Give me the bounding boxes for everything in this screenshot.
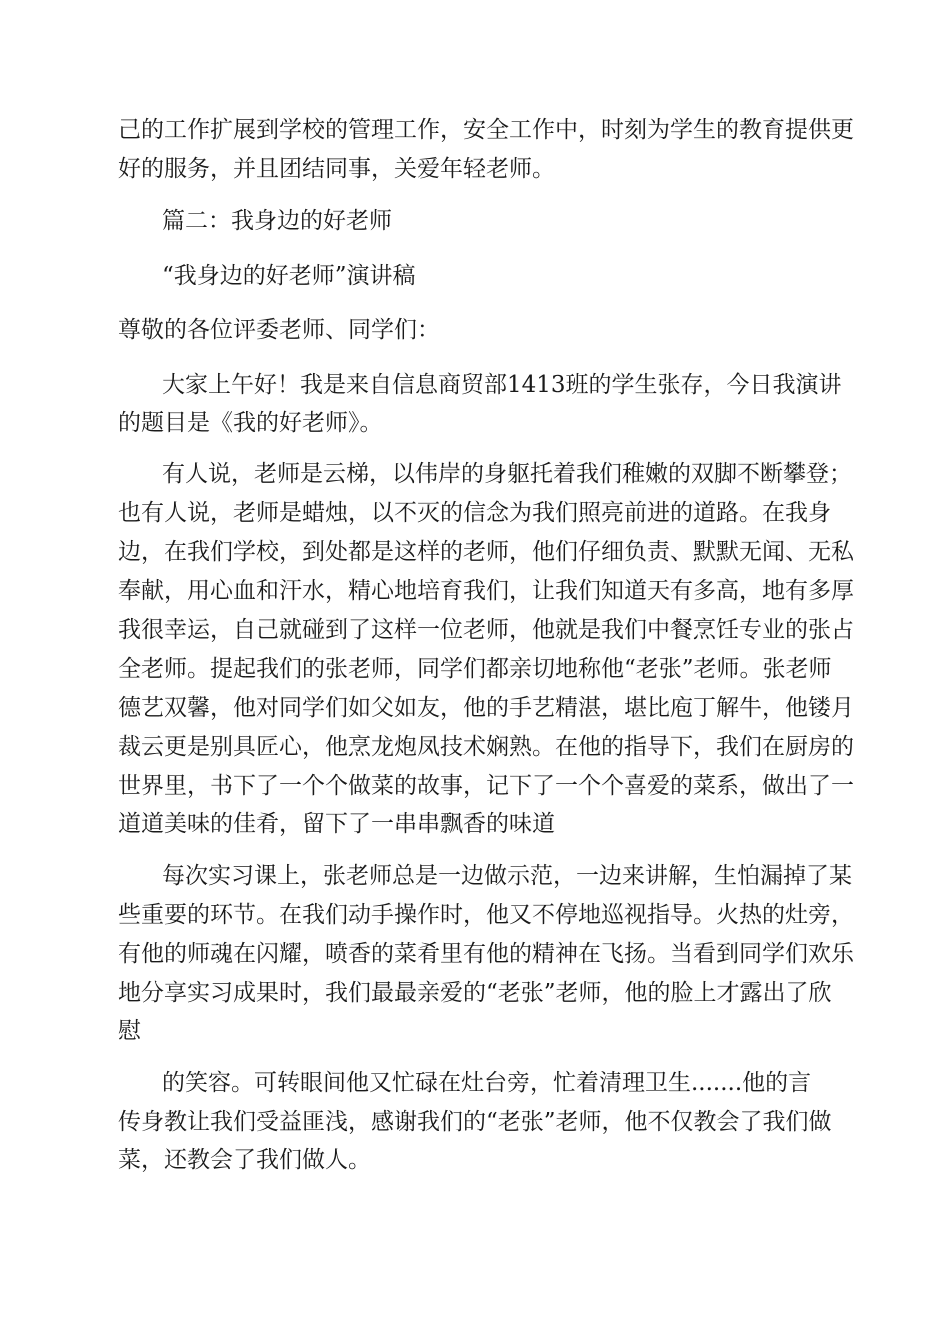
text-line: 全老师。提起我们的张老师，同学们都亲切地称他“老张”老师。张老师: [118, 656, 832, 682]
text-line: 些重要的环节。在我们动手操作时，他又不停地巡视指导。火热的灶旁，: [118, 902, 854, 928]
text-line: 大家上午好！我是来自信息商贸部1413班的学生张存，今日我演讲: [162, 372, 842, 398]
text-line: 好的服务，并且团结同事，关爱年轻老师。: [118, 156, 555, 182]
text-line: 裁云更是别具匠心，他烹龙炮凤技术娴熟。在他的指导下，我们在厨房的: [118, 734, 854, 760]
text-line: 传身教让我们受益匪浅，感谢我们的“老张”老师，他不仅教会了我们做: [118, 1109, 832, 1135]
text-line: 德艺双馨，他对同学们如父如友，他的手艺精湛，堪比庖丁解牛，他镂月: [118, 695, 854, 721]
text-line: 地分享实习成果时，我们最最亲爱的“老张”老师，他的脸上才露出了欣: [118, 980, 832, 1006]
salutation: 尊敬的各位评委老师、同学们：: [118, 317, 440, 343]
text-line: 我很幸运，自己就碰到了这样一位老师，他就是我们中餐烹饪专业的张占: [118, 617, 854, 643]
speech-title: “我身边的好老师”演讲稿: [162, 263, 416, 289]
text-line: 的笑容。可转眼间他又忙碌在灶台旁，忙着清理卫生.......他的言: [162, 1070, 812, 1096]
text-line: 菜，还教会了我们做人。: [118, 1147, 371, 1173]
text-line: 的题目是《我的好老师》。: [118, 410, 383, 436]
text-line: 道道美味的佳肴，留下了一串串飘香的味道: [118, 811, 555, 837]
text-line: 奉献，用心血和汗水，精心地培育我们，让我们知道天有多高，地有多厚: [118, 578, 854, 604]
section-heading: 篇二：我身边的好老师: [162, 208, 392, 234]
text-line: 每次实习课上，张老师总是一边做示范，一边来讲解，生怕漏掉了某: [162, 863, 852, 889]
text-line: 慰: [118, 1018, 141, 1044]
text-line: 世界里，书下了一个个做菜的故事，记下了一个个喜爱的菜系，做出了一: [118, 773, 854, 799]
text-line: 边，在我们学校，到处都是这样的老师，他们仔细负责、默默无闻、无私: [118, 539, 854, 565]
text-line: 己的工作扩展到学校的管理工作，安全工作中，时刻为学生的教育提供更: [118, 117, 854, 143]
text-line: 有人说，老师是云梯，以伟岸的身躯托着我们稚嫩的双脚不断攀登；: [162, 461, 852, 487]
text-line: 也有人说，老师是蜡烛，以不灭的信念为我们照亮前进的道路。在我身: [118, 500, 831, 526]
text-line: 有他的师魂在闪耀，喷香的菜肴里有他的精神在飞扬。当看到同学们欢乐: [118, 941, 854, 967]
